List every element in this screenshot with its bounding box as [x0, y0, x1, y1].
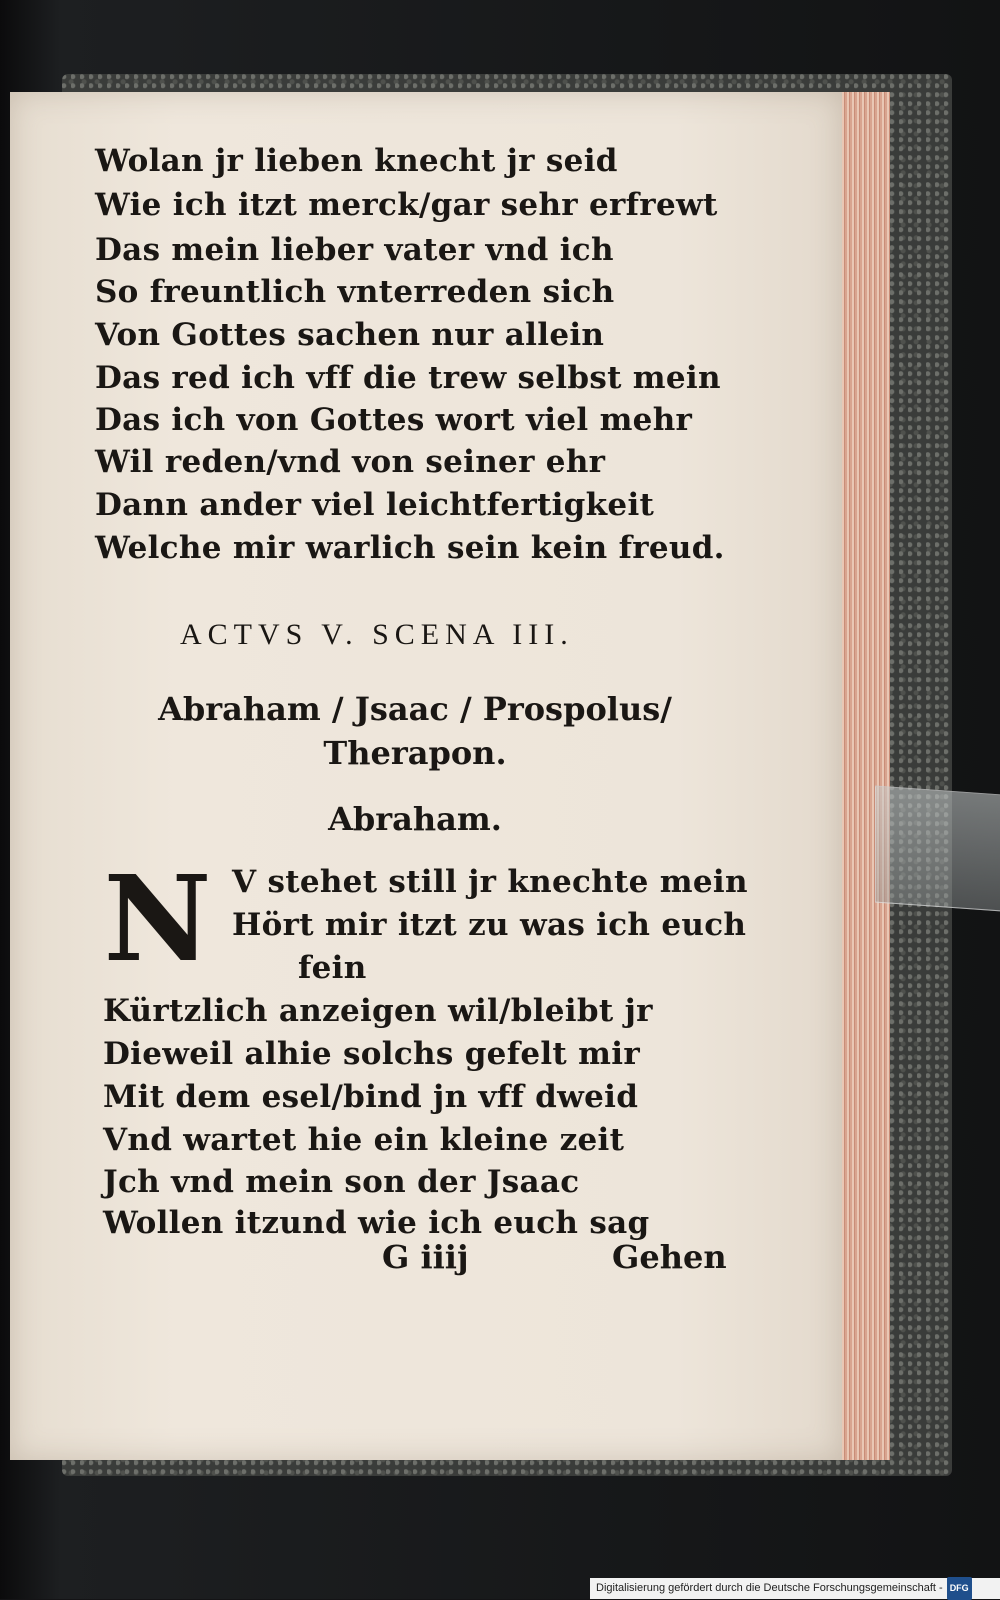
verse-line: Wollen itzund wie ich euch sag [103, 1205, 650, 1241]
footer-credit [590, 1578, 1000, 1599]
characters-line: Therapon. [323, 734, 507, 772]
verse-line: Das mein lieber vater vnd ich [95, 232, 614, 268]
verse-line: Wil reden/vnd von seiner ehr [95, 444, 606, 480]
verse-line: Vnd wartet hie ein kleine zeit [103, 1122, 625, 1158]
verse-line: Das red ich vff die trew selbst mein [95, 360, 721, 396]
dfg-logo-icon: DFG [947, 1577, 972, 1600]
decorated-initial: N [103, 849, 212, 988]
scene-heading: ACTVS V. SCENA III. [180, 618, 574, 651]
verse-line: Wolan jr lieben knecht jr seid [95, 143, 618, 179]
page-edge-stack [835, 92, 890, 1460]
verse-line: Wie ich itzt merck/gar sehr erfrewt [95, 187, 718, 223]
verse-line: Welche mir warlich sein kein freud. [95, 530, 725, 566]
verse-line: Kürtzlich anzeigen wil/bleibt jr [103, 993, 653, 1029]
speaker-name: Abraham. [328, 800, 502, 838]
transparent-clip [875, 786, 1000, 912]
catchword: Gehen [612, 1238, 727, 1276]
characters-line: Abraham / Jsaac / Prospolus/ [158, 690, 672, 728]
verse-line: Dieweil alhie solchs gefelt mir [103, 1036, 640, 1072]
verse-line: fein [298, 950, 367, 986]
verse-line: Mit dem esel/bind jn vff dweid [103, 1079, 639, 1115]
verse-line: Hört mir itzt zu was ich euch [232, 907, 747, 943]
verse-line: V stehet still jr knechte mein [232, 864, 748, 900]
verse-line: Dann ander viel leichtfertigkeit [95, 487, 655, 523]
verse-line: Das ich von Gottes wort viel mehr [95, 402, 693, 438]
footer-credit-text: Digitalisierung gefördert durch die Deutsche Forschungsgemeinschaft - [596, 1582, 943, 1594]
signature-mark: G iiij [382, 1238, 469, 1276]
verse-line: Jch vnd mein son der Jsaac [103, 1164, 580, 1200]
verse-line: So freuntlich vnterreden sich [95, 274, 615, 310]
verse-line: Von Gottes sachen nur allein [95, 317, 605, 353]
